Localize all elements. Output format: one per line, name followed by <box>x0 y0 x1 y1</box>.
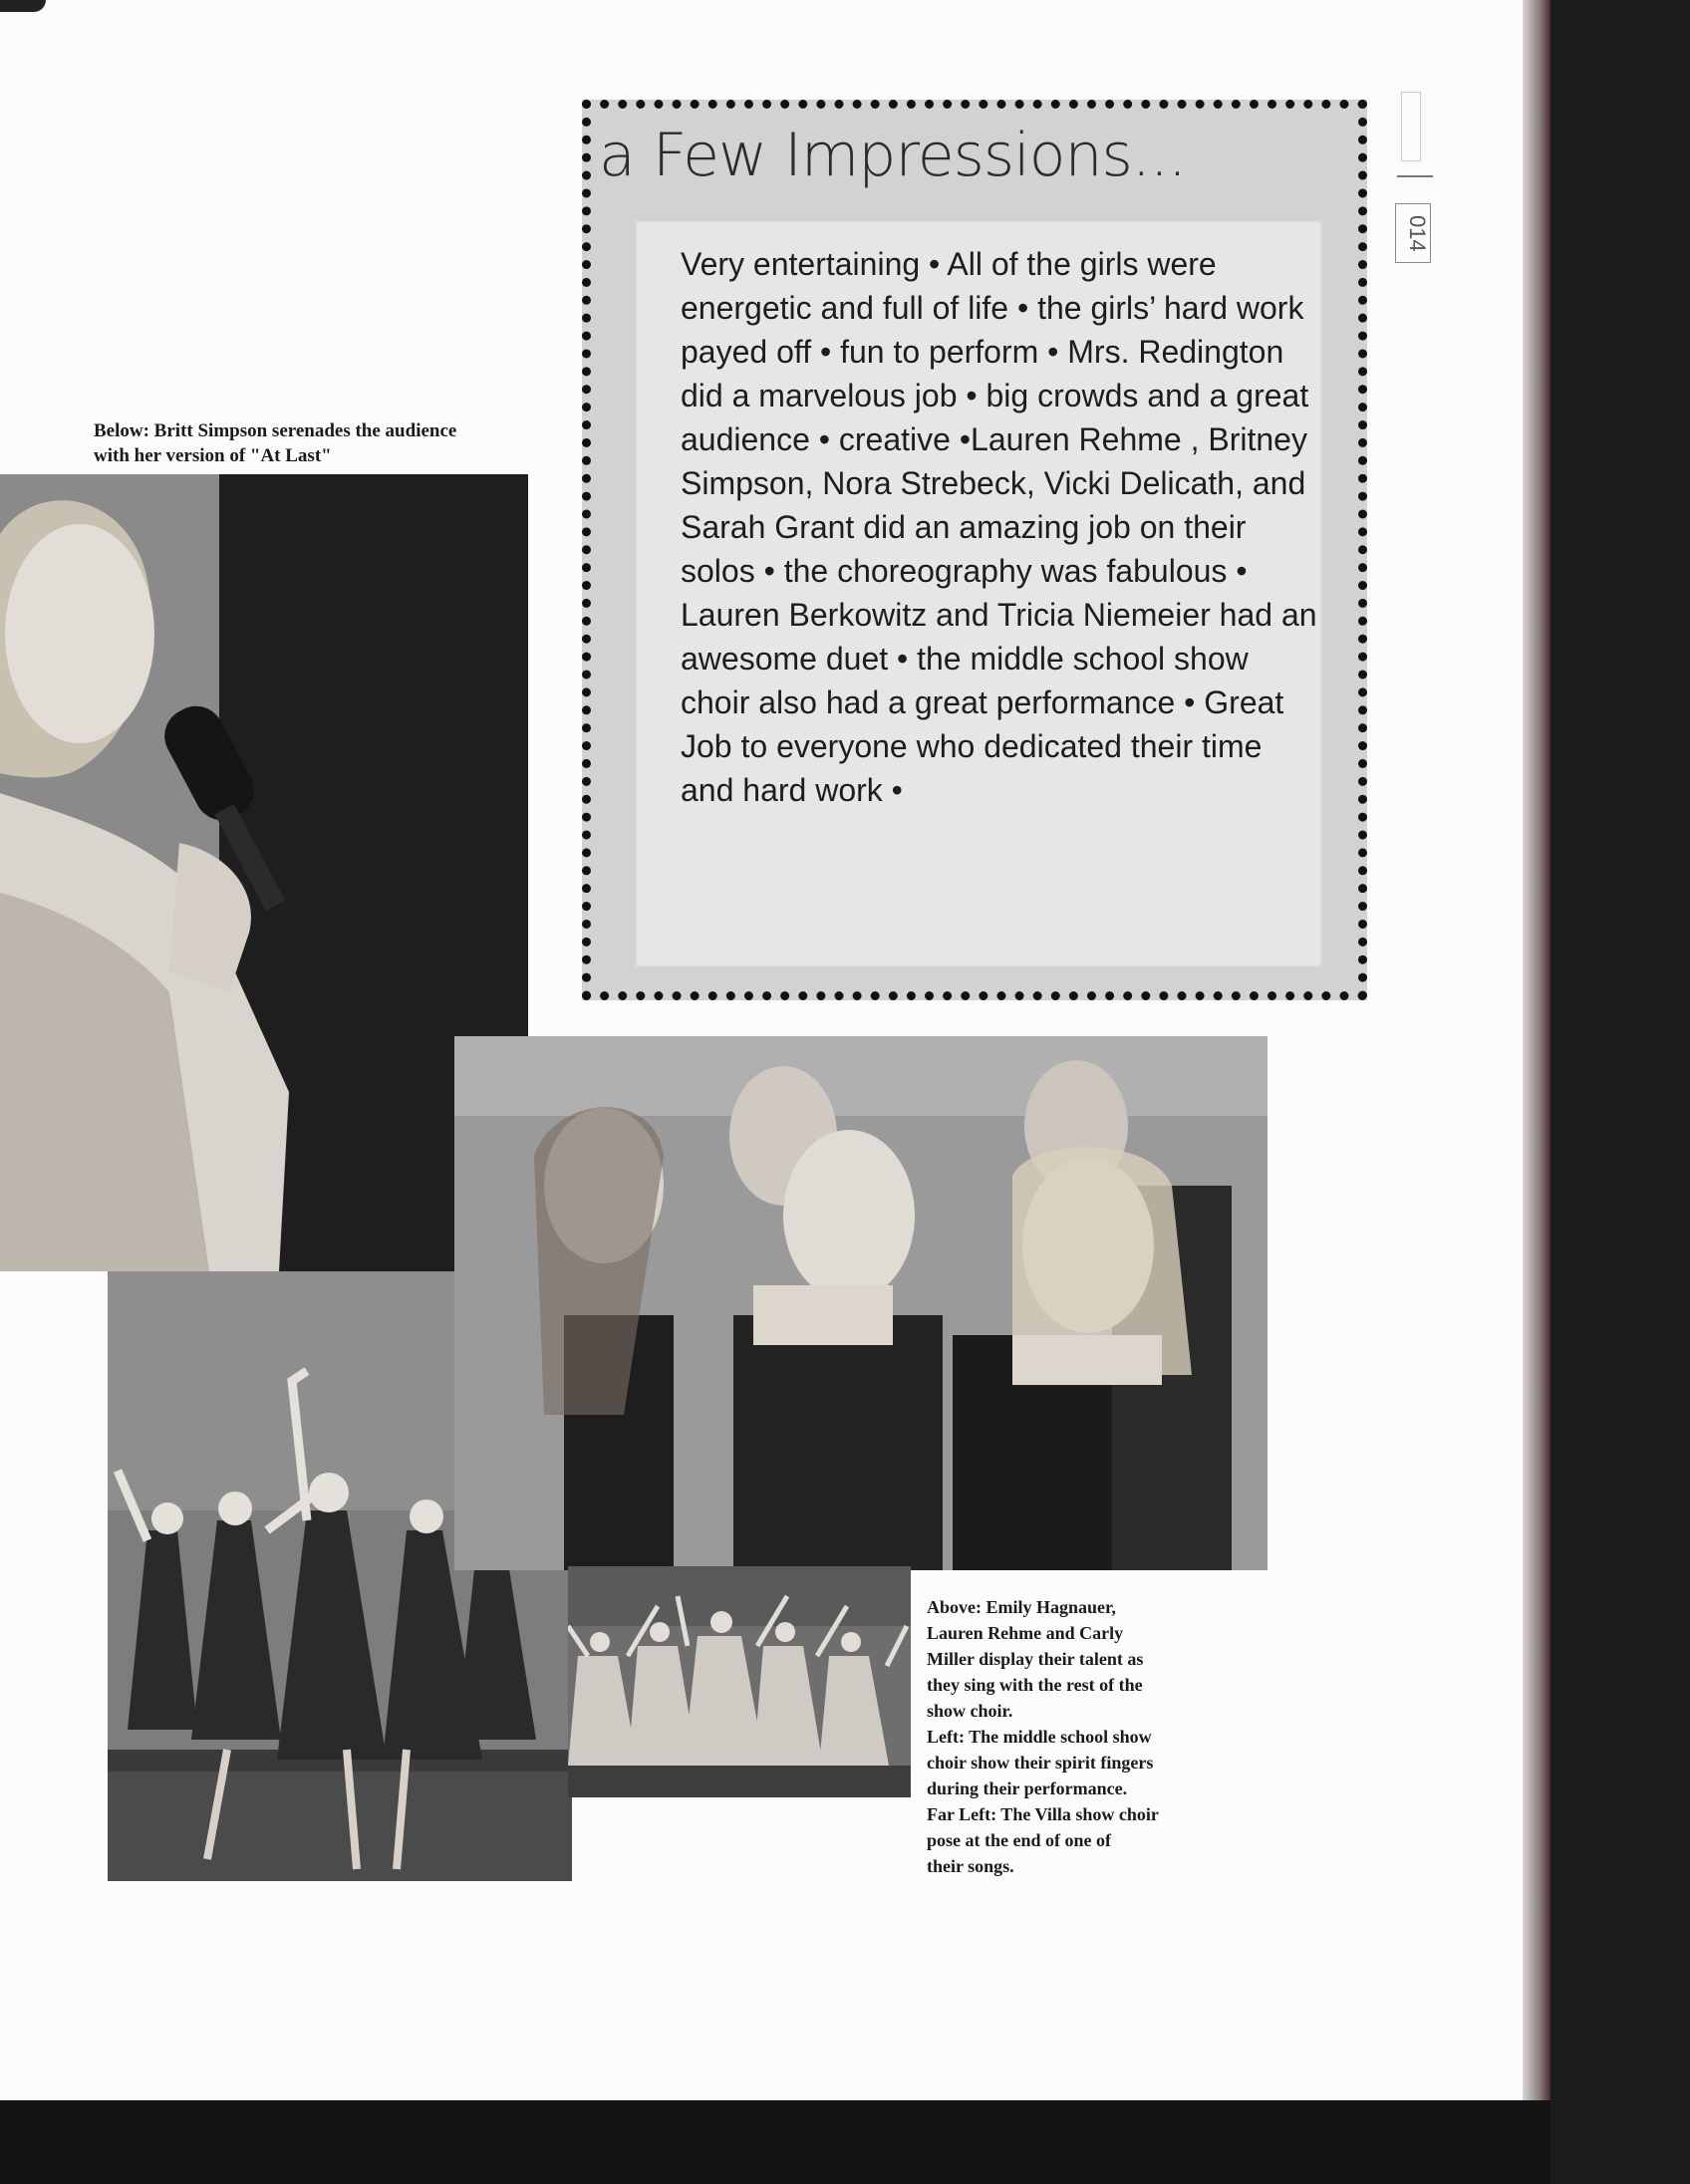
caption-line: Lauren Rehme and Carly <box>927 1623 1124 1643</box>
corner-mark <box>0 0 46 12</box>
impressions-panel <box>635 220 1322 967</box>
caption-line: Left: The middle school show <box>927 1727 1152 1747</box>
caption-line: Far Left: The Villa show choir <box>927 1804 1159 1824</box>
impressions-title: a Few Impressions... <box>599 121 1187 190</box>
caption-group-photos <box>927 1594 1226 1879</box>
caption-line: their songs. <box>927 1856 1014 1876</box>
impressions-text: Very entertaining • All of the girls were energetic and full of life • the girls’ hard work payed off • fun to perform • Mrs. Redington did a marvelous job • big crowds and a great audience • creative •Lauren Rehme , Britney Simpson, Nora Strebeck, Vicki Delicath, and Sarah Grant did an amazing job on their solos • the choreography was fabulous • Lauren Berkowitz and Tricia Niemeier had an awesome duet • the middle school show choir also had a great performance • Great Job to everyone who dedicated their time and hard work • <box>681 246 1317 808</box>
tab-rule <box>1397 175 1433 177</box>
caption-britt-simpson: Below: Britt Simpson serenades the audience with her version of "At Last" <box>94 420 457 466</box>
caption-line: pose at the end of one of <box>927 1830 1111 1850</box>
caption-line: they sing with the rest of the <box>927 1675 1143 1695</box>
tab-label-box <box>1401 92 1421 161</box>
caption-line: choir show their spirit fingers <box>927 1753 1154 1773</box>
photo-singer-solo <box>0 474 528 1271</box>
caption-line: during their performance. <box>927 1778 1128 1798</box>
scan-bottom-edge <box>0 2100 1550 2184</box>
photo-middle-school-choir <box>568 1566 911 1797</box>
page-number-tab <box>1391 92 1431 271</box>
photo-trio-singing <box>454 1036 1268 1570</box>
page-number: 014 <box>1395 203 1431 263</box>
caption-line: Miller display their talent as <box>927 1649 1144 1669</box>
book-binding <box>1523 0 1550 2100</box>
caption-line: Above: Emily Hagnauer, <box>927 1597 1116 1617</box>
impressions-box <box>582 100 1367 1000</box>
caption-line: show choir. <box>927 1701 1013 1721</box>
